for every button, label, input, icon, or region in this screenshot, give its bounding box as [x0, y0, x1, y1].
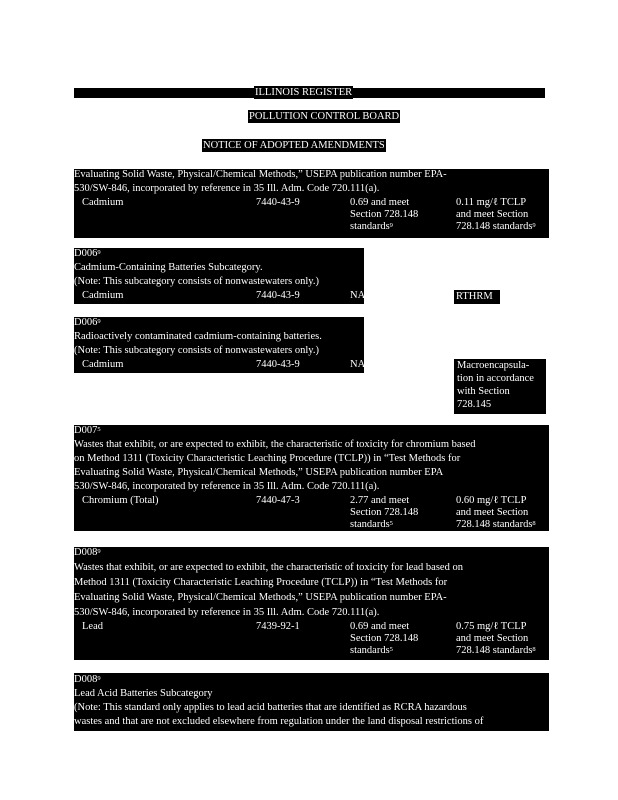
- d006-radioactive-block: [74, 317, 364, 373]
- cas-cell: 7440-43-9: [256, 197, 300, 208]
- d007-chromium-block: [74, 425, 549, 531]
- waste-code: $D007^5$: [74, 425, 101, 436]
- wastewater-cell: 0.75 mg/ℓ TCLP and meet Section 728.148 standards$^8$: [456, 621, 536, 656]
- nonwastewater-cell: NA: [350, 290, 366, 301]
- text-line: Cadmium-Containing Batteries Subcategory.: [74, 262, 263, 273]
- wastewater-cell: 0.11 mg/ℓ TCLP and meet Section 728.148 standards$^9$: [456, 197, 536, 232]
- text-line: Wastes that exhibit, or are expected to exhibit, the characteristic of toxicity for lead based on: [74, 562, 463, 573]
- text-line: on Method 1311 (Toxicity Characteristic Leaching Procedure (TCLP)) in “Test Methods for: [74, 453, 461, 464]
- nonwastewater-cell: 0.69 and meet Section 728.148 standards$^5$: [350, 621, 419, 656]
- wastewater-cell: 0.60 mg/ℓ TCLP and meet Section 728.148 standards$^8$: [456, 495, 536, 530]
- waste-code: $D006^9$: [74, 248, 101, 259]
- board-heading: POLLUTION CONTROL BOARD: [249, 111, 400, 122]
- text-line: (Note: This standard only applies to lead acid batteries that are identified as RCRA hazardous: [74, 702, 467, 713]
- register-heading: ILLINOIS REGISTER: [255, 87, 353, 98]
- d006-cadmium-continuation-block: [74, 169, 549, 238]
- d008-lead-acid-batteries-block: [74, 673, 549, 731]
- text-line: Evaluating Solid Waste, Physical/Chemical Methods,” USEPA publication number EPA-: [74, 169, 447, 180]
- waste-code: $D008^9$: [74, 674, 101, 685]
- text-line: (Note: This subcategory consists of nonwastewaters only.): [74, 345, 319, 356]
- waste-code: $D006^9$: [74, 317, 101, 328]
- wastewater-technology-cell: RTHRM: [454, 290, 500, 304]
- d008-lead-block: [74, 547, 549, 660]
- cas-cell: 7440-43-9: [256, 359, 300, 370]
- text-line: Lead Acid Batteries Subcategory: [74, 688, 213, 699]
- text-line: Method 1311 (Toxicity Characteristic Leaching Procedure (TCLP)) in “Test Methods for: [74, 577, 448, 588]
- text-line: 530/SW-846, incorporated by reference in 35 Ill. Adm. Code 720.111(a).: [74, 481, 380, 492]
- cas-cell: 7440-47-3: [256, 495, 300, 506]
- constituent-cell: Cadmium: [82, 197, 124, 208]
- constituent-cell: Cadmium: [82, 290, 124, 301]
- text-line: 530/SW-846, incorporated by reference in 35 Ill. Adm. Code 720.111(a).: [74, 607, 380, 618]
- text-line: Evaluating Solid Waste, Physical/Chemical Methods,” USEPA publication number EPA: [74, 467, 444, 478]
- constituent-cell: Cadmium: [82, 359, 124, 370]
- d006-batteries-block: [74, 248, 364, 304]
- nonwastewater-cell: NA: [350, 359, 366, 370]
- waste-code: $D008^9$: [74, 547, 101, 558]
- text-line: (Note: This subcategory consists of nonwastewaters only.): [74, 276, 319, 287]
- text-line: Wastes that exhibit, or are expected to exhibit, the characteristic of toxicity for chromium based: [74, 439, 476, 450]
- cas-cell: 7440-43-9: [256, 290, 300, 301]
- constituent-cell: Chromium (Total): [82, 495, 159, 506]
- constituent-cell: Lead: [82, 621, 103, 632]
- text-line: Radioactively contaminated cadmium-containing batteries.: [74, 331, 322, 342]
- text-line: wastes and that are not excluded elsewhere from regulation under the land disposal restrictions of: [74, 716, 484, 727]
- text-line: Evaluating Solid Waste, Physical/Chemical Methods,” USEPA publication number EPA-: [74, 592, 447, 603]
- text-line: 530/SW-846, incorporated by reference in 35 Ill. Adm. Code 720.111(a).: [74, 183, 380, 194]
- macroencapsulation-cell: Macroencapsula- tion in accordance with Section 728.145: [454, 359, 546, 414]
- nonwastewater-cell: 2.77 and meet Section 728.148 standards$^5$: [350, 495, 419, 530]
- nonwastewater-cell: 0.69 and meet Section 728.148 standards$^9$: [350, 197, 419, 232]
- cas-cell: 7439-92-1: [256, 621, 300, 632]
- notice-heading: NOTICE OF ADOPTED AMENDMENTS: [203, 140, 385, 151]
